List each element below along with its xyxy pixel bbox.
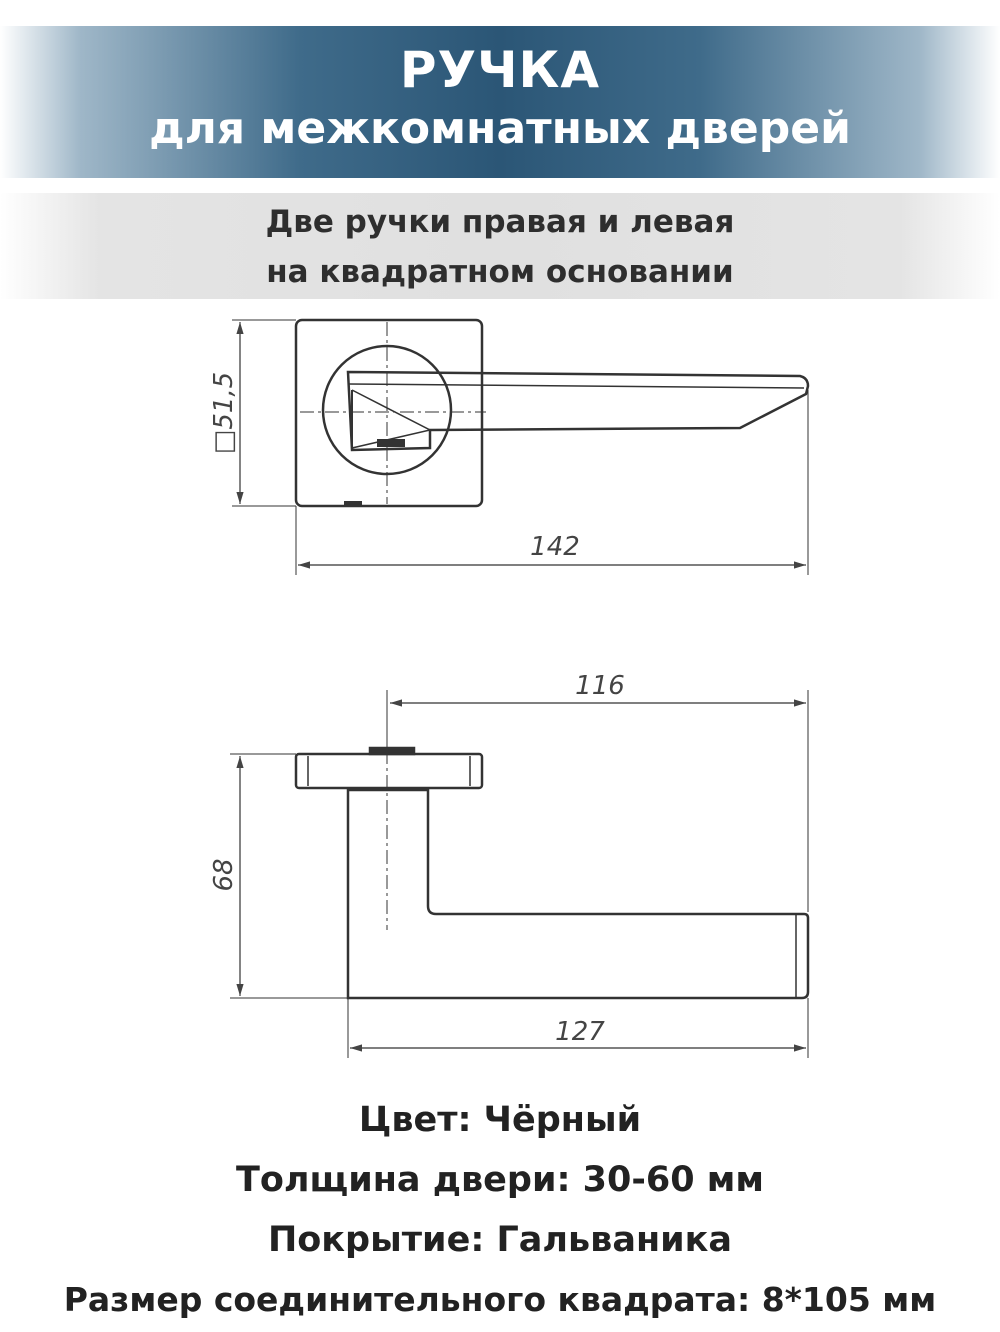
lever-top-view	[348, 372, 808, 450]
spec-door-thickness: Толщина двери: 30-60 мм	[235, 1160, 764, 1200]
side-view	[230, 690, 808, 1058]
title-banner	[0, 26, 1000, 178]
description-line-1: Две ручки правая и левая	[265, 204, 735, 240]
spec-spindle-size: Размер соединительного квадрата: 8*105 мм	[63, 1280, 937, 1319]
page-title: РУЧКА	[399, 41, 601, 99]
spec-color: Цвет: Чёрный	[358, 1100, 642, 1140]
front-view	[232, 320, 808, 575]
lever-side-profile	[348, 790, 808, 998]
side-total-length-label: 127	[555, 1017, 605, 1047]
specifications	[0, 1090, 1000, 1330]
side-height-label: 68	[209, 858, 239, 892]
spec-coating: Покрытие: Гальваника	[267, 1220, 733, 1260]
technical-drawing	[0, 300, 1000, 1080]
description-band	[0, 193, 1000, 299]
page-subtitle: для межкомнатных дверей	[149, 103, 851, 154]
side-lever-length-label: 116	[575, 671, 625, 701]
description-line-2: на квадратном основании	[266, 254, 734, 290]
front-height-label: □51,5	[209, 371, 239, 455]
side-rosette	[296, 754, 482, 788]
front-width-label: 142	[530, 532, 580, 562]
